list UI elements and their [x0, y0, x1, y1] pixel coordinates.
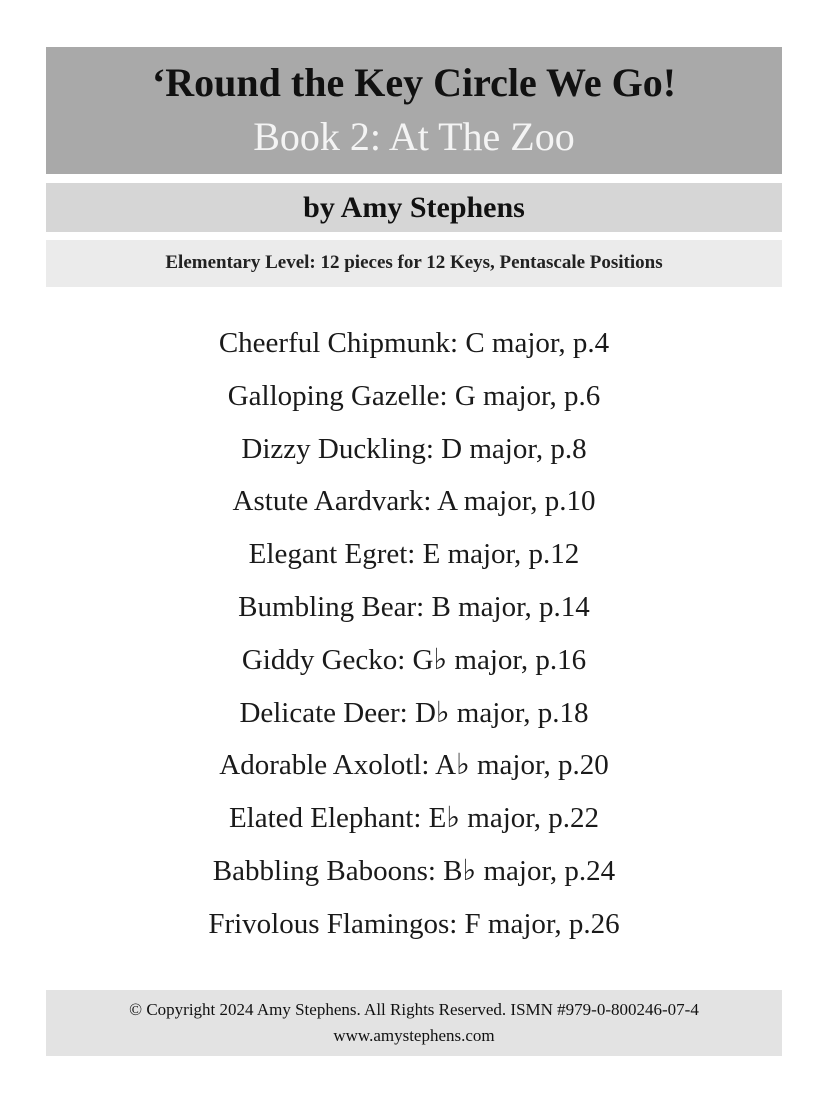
toc-item: Elegant Egret: E major, p.12 [248, 538, 580, 571]
toc-item: Frivolous Flamingos: F major, p.26 [208, 907, 620, 940]
toc-item: Cheerful Chipmunk: C major, p.4 [218, 327, 610, 359]
footer-banner [46, 990, 782, 1056]
title-banner [46, 47, 782, 174]
toc-item: Astute Aardvark: A major, p.10 [232, 485, 596, 518]
toc-item: Delicate Deer: D♭ major, p.18 [239, 696, 589, 729]
level-description: Elementary Level: 12 pieces for 12 Keys, Pentascale Positions [165, 252, 663, 273]
toc-item: Dizzy Duckling: D major, p.8 [241, 432, 587, 465]
author-line: by Amy Stephens [303, 191, 525, 224]
book-series-title: ‘Round the Key Circle We Go! [151, 60, 677, 105]
author-banner [46, 183, 782, 232]
toc-item: Giddy Gecko: G♭ major, p.16 [241, 643, 587, 676]
website-url: www.amystephens.com [333, 1026, 495, 1045]
table-of-contents [46, 320, 782, 954]
toc-item: Adorable Axolotl: A♭ major, p.20 [219, 749, 609, 782]
level-banner [46, 240, 782, 287]
book-subtitle: Book 2: At The Zoo [253, 114, 575, 159]
toc-item: Bumbling Bear: B major, p.14 [238, 590, 590, 623]
toc-item: Elated Elephant: E♭ major, p.22 [228, 802, 600, 835]
toc-item: Galloping Gazelle: G major, p.6 [227, 379, 601, 412]
toc-item: Babbling Baboons: B♭ major, p.24 [212, 854, 616, 887]
copyright-notice: © Copyright 2024 Amy Stephens. All Rights Reserved. ISMN #979-0-800246-07-4 [129, 1000, 699, 1019]
